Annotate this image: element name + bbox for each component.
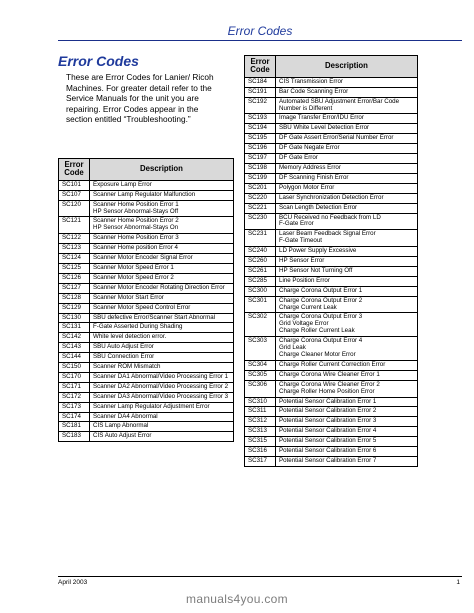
- error-code-cell: SC300: [245, 286, 276, 296]
- description-cell: SBU defective Error/Scanner Start Abnormal: [90, 313, 234, 323]
- description-cell: Memory Address Error: [276, 163, 418, 173]
- table-row: [245, 456, 418, 466]
- table-row: [245, 183, 418, 193]
- description-cell: Scanner Lamp Regulator Adjustment Error: [90, 402, 234, 412]
- page-number: 1: [456, 579, 460, 586]
- table-row: [59, 422, 234, 432]
- error-code-cell: SC122: [59, 234, 90, 244]
- table-row: [59, 392, 234, 402]
- table-row: [245, 296, 418, 313]
- error-code-cell: SC313: [245, 427, 276, 437]
- error-code-cell: SC302: [245, 313, 276, 337]
- table-row: [245, 266, 418, 276]
- error-code-cell: SC315: [245, 437, 276, 447]
- table-row: [245, 397, 418, 407]
- error-code-cell: SC306: [245, 380, 276, 397]
- description-cell: Potential Sensor Calibration Error 3: [276, 417, 418, 427]
- error-code-cell: SC183: [59, 432, 90, 442]
- description-cell: Exposure Lamp Error: [90, 180, 234, 190]
- column-header-error-code: Error Code: [245, 56, 276, 78]
- table-row: [245, 427, 418, 437]
- error-code-cell: SC197: [245, 154, 276, 164]
- table-row: [59, 353, 234, 363]
- description-cell: SBU White Level Detection Error: [276, 124, 418, 134]
- error-code-cell: SC312: [245, 417, 276, 427]
- table-row: [245, 417, 418, 427]
- error-code-cell: SC304: [245, 360, 276, 370]
- table-row: [245, 144, 418, 154]
- description-cell: Scanner Motor Encoder Rotating Direction Error: [90, 283, 234, 293]
- error-code-cell: SC150: [59, 363, 90, 373]
- table-row: [59, 303, 234, 313]
- error-code-cell: SC170: [59, 372, 90, 382]
- section-title: Error Codes: [58, 53, 139, 69]
- table-row: [59, 323, 234, 333]
- description-cell: Scanner DA1 Abnormal/Video Processing Error 1: [90, 372, 234, 382]
- table-row: [245, 213, 418, 230]
- error-code-cell: SC126: [59, 273, 90, 283]
- table-body: [245, 77, 418, 466]
- error-code-cell: SC221: [245, 203, 276, 213]
- table-row: [59, 402, 234, 412]
- error-code-cell: SC194: [245, 124, 276, 134]
- table-row: [245, 134, 418, 144]
- table-row: [59, 254, 234, 264]
- description-cell: Polygon Motor Error: [276, 183, 418, 193]
- table-row: [59, 273, 234, 283]
- error-code-cell: SC143: [59, 343, 90, 353]
- table-row: [59, 363, 234, 373]
- description-cell: Potential Sensor Calibration Error 2: [276, 407, 418, 417]
- table-row: [245, 124, 418, 134]
- description-cell: Scanner DA2 Abnormal/Video Processing Error 2: [90, 382, 234, 392]
- table-row: [245, 114, 418, 124]
- table-row: [59, 432, 234, 442]
- table-row: [59, 343, 234, 353]
- table-row: [245, 447, 418, 457]
- column-header-description: Description: [276, 56, 418, 78]
- description-cell: Scanner DA4 Abnormal: [90, 412, 234, 422]
- error-code-cell: SC310: [245, 397, 276, 407]
- description-cell: Potential Sensor Calibration Error 5: [276, 437, 418, 447]
- description-cell: LD Power Supply Excessive: [276, 247, 418, 257]
- table-row: [245, 97, 418, 114]
- intro-paragraph: These are Error Codes for Lanier/ Ricoh Machines. For greater detail refer to the Service Manuals for the unit you are repairing. Error Codes appear in the section entitled “Troubleshooting.”: [66, 72, 214, 124]
- description-cell: Potential Sensor Calibration Error 1: [276, 397, 418, 407]
- column-header-error-code: Error Code: [59, 159, 90, 181]
- table-row: [59, 244, 234, 254]
- description-cell: BCU Received no Feedback from LD F-Gate Error: [276, 213, 418, 230]
- page-header-title: Error Codes: [227, 24, 293, 38]
- description-cell: SBU Connection Error: [90, 353, 234, 363]
- table-row: [245, 154, 418, 164]
- table-row: [59, 333, 234, 343]
- error-code-cell: SC130: [59, 313, 90, 323]
- error-code-cell: SC184: [245, 77, 276, 87]
- table-row: [245, 437, 418, 447]
- error-code-cell: SC198: [245, 163, 276, 173]
- description-cell: Scanner Motor Speed Error 1: [90, 263, 234, 273]
- description-cell: Scanner Motor Speed Control Error: [90, 303, 234, 313]
- error-code-cell: SC172: [59, 392, 90, 402]
- table-row: [59, 190, 234, 200]
- table-row: [245, 77, 418, 87]
- error-code-cell: SC120: [59, 200, 90, 217]
- error-code-cell: SC193: [245, 114, 276, 124]
- error-code-cell: SC316: [245, 447, 276, 457]
- description-cell: Scan Length Detection Error: [276, 203, 418, 213]
- table-row: [245, 337, 418, 361]
- column-header-description: Description: [90, 159, 234, 181]
- table-row: [245, 87, 418, 97]
- description-cell: DF Gate Assert Error/Serial Number Error: [276, 134, 418, 144]
- error-code-cell: SC317: [245, 456, 276, 466]
- error-code-cell: SC260: [245, 257, 276, 267]
- error-code-cell: SC128: [59, 293, 90, 303]
- page-footer: [58, 576, 462, 589]
- error-code-cell: SC101: [59, 180, 90, 190]
- error-code-cell: SC125: [59, 263, 90, 273]
- table-row: [245, 193, 418, 203]
- error-code-cell: SC311: [245, 407, 276, 417]
- error-code-cell: SC201: [245, 183, 276, 193]
- error-code-cell: SC191: [245, 87, 276, 97]
- error-code-cell: SC123: [59, 244, 90, 254]
- description-cell: Scanner Home position Error 4: [90, 244, 234, 254]
- error-code-cell: SC173: [59, 402, 90, 412]
- table-row: [245, 257, 418, 267]
- description-cell: Charge Corona Output Error 1: [276, 286, 418, 296]
- error-code-cell: SC199: [245, 173, 276, 183]
- error-code-cell: SC174: [59, 412, 90, 422]
- table-row: [245, 380, 418, 397]
- error-code-cell: SC261: [245, 266, 276, 276]
- error-code-cell: SC231: [245, 230, 276, 247]
- error-code-cell: SC196: [245, 144, 276, 154]
- table-row: [245, 163, 418, 173]
- description-cell: Scanner ROM Mismatch: [90, 363, 234, 373]
- watermark: manuals4you.com: [186, 592, 288, 606]
- description-cell: Charge Corona Output Error 2 Charge Current Leak: [276, 296, 418, 313]
- description-cell: Charge Corona Output Error 4 Grid Leak Charge Cleaner Motor Error: [276, 337, 418, 361]
- description-cell: CIS Auto Adjust Error: [90, 432, 234, 442]
- description-cell: Scanner DA3 Abnormal/Video Processing Error 3: [90, 392, 234, 402]
- table-row: [245, 360, 418, 370]
- description-cell: CIS Lamp Abnormal: [90, 422, 234, 432]
- description-cell: Charge Roller Current Correction Error: [276, 360, 418, 370]
- description-cell: Scanner Home Position Error 2 HP Sensor Abnormal-Stays On: [90, 217, 234, 234]
- error-codes-table-right: [244, 55, 418, 467]
- error-code-cell: SC220: [245, 193, 276, 203]
- error-code-cell: SC230: [245, 213, 276, 230]
- description-cell: HP Sensor Error: [276, 257, 418, 267]
- description-cell: HP Sensor Not Turning Off: [276, 266, 418, 276]
- table-row: [59, 217, 234, 234]
- table-row: [59, 293, 234, 303]
- table-row: [245, 407, 418, 417]
- error-code-cell: SC142: [59, 333, 90, 343]
- error-code-cell: SC131: [59, 323, 90, 333]
- error-code-cell: SC305: [245, 370, 276, 380]
- description-cell: Laser Beam Feedback Signal Error F-Gate Timeout: [276, 230, 418, 247]
- error-code-cell: SC195: [245, 134, 276, 144]
- description-cell: F-Gate Asserted During Shading: [90, 323, 234, 333]
- error-code-cell: SC171: [59, 382, 90, 392]
- table-row: [59, 200, 234, 217]
- description-cell: Scanner Home Position Error 3: [90, 234, 234, 244]
- description-cell: Image Transfer Error/IDU Error: [276, 114, 418, 124]
- description-cell: CIS Transmission Error: [276, 77, 418, 87]
- description-cell: Charge Corona Output Error 3 Grid Voltage Error Charge Roller Current Leak: [276, 313, 418, 337]
- error-code-cell: SC127: [59, 283, 90, 293]
- table-header-row: [59, 159, 234, 181]
- table-row: [245, 203, 418, 213]
- table-row: [59, 313, 234, 323]
- table-row: [59, 382, 234, 392]
- description-cell: Potential Sensor Calibration Error 4: [276, 427, 418, 437]
- description-cell: Line Position Error: [276, 276, 418, 286]
- error-code-cell: SC181: [59, 422, 90, 432]
- table-row: [245, 230, 418, 247]
- table-row: [59, 263, 234, 273]
- error-code-cell: SC121: [59, 217, 90, 234]
- description-cell: DF Scanning Finish Error: [276, 173, 418, 183]
- table-row: [59, 283, 234, 293]
- description-cell: Automated SBU Adjustment Error/Bar Code Number is Different: [276, 97, 418, 114]
- description-cell: DF Gate Error: [276, 154, 418, 164]
- table-row: [59, 234, 234, 244]
- description-cell: Potential Sensor Calibration Error 6: [276, 447, 418, 457]
- description-cell: Scanner Home Position Error 1 HP Sensor Abnormal-Stays Off: [90, 200, 234, 217]
- description-cell: SBU Auto Adjust Error: [90, 343, 234, 353]
- footer-date: April 2003: [58, 579, 88, 586]
- error-code-cell: SC144: [59, 353, 90, 363]
- table-row: [245, 247, 418, 257]
- error-code-cell: SC192: [245, 97, 276, 114]
- description-cell: Charge Corona Wire Cleaner Error 1: [276, 370, 418, 380]
- description-cell: Laser Synchronization Detection Error: [276, 193, 418, 203]
- table-row: [59, 412, 234, 422]
- description-cell: Scanner Motor Speed Error 2: [90, 273, 234, 283]
- description-cell: Potential Sensor Calibration Error 7: [276, 456, 418, 466]
- description-cell: White level detection error.: [90, 333, 234, 343]
- error-code-cell: SC240: [245, 247, 276, 257]
- table-row: [245, 276, 418, 286]
- table-header-row: [245, 56, 418, 78]
- table-body: [59, 180, 234, 441]
- page-header: [58, 22, 462, 41]
- description-cell: Scanner Lamp Regulator Malfunction: [90, 190, 234, 200]
- description-cell: DF Gate Negate Error: [276, 144, 418, 154]
- table-row: [59, 372, 234, 382]
- table-row: [245, 286, 418, 296]
- error-code-cell: SC129: [59, 303, 90, 313]
- table-row: [245, 173, 418, 183]
- description-cell: Bar Code Scanning Error: [276, 87, 418, 97]
- error-code-cell: SC301: [245, 296, 276, 313]
- error-code-cell: SC124: [59, 254, 90, 264]
- table-row: [59, 180, 234, 190]
- table-row: [245, 370, 418, 380]
- table-row: [245, 313, 418, 337]
- error-code-cell: SC303: [245, 337, 276, 361]
- description-cell: Charge Corona Wire Cleaner Error 2 Charge Roller Home Position Error: [276, 380, 418, 397]
- error-code-cell: SC285: [245, 276, 276, 286]
- error-codes-table-left: [58, 158, 234, 442]
- error-code-cell: SC107: [59, 190, 90, 200]
- description-cell: Scanner Motor Encoder Signal Error: [90, 254, 234, 264]
- description-cell: Scanner Motor Start Error: [90, 293, 234, 303]
